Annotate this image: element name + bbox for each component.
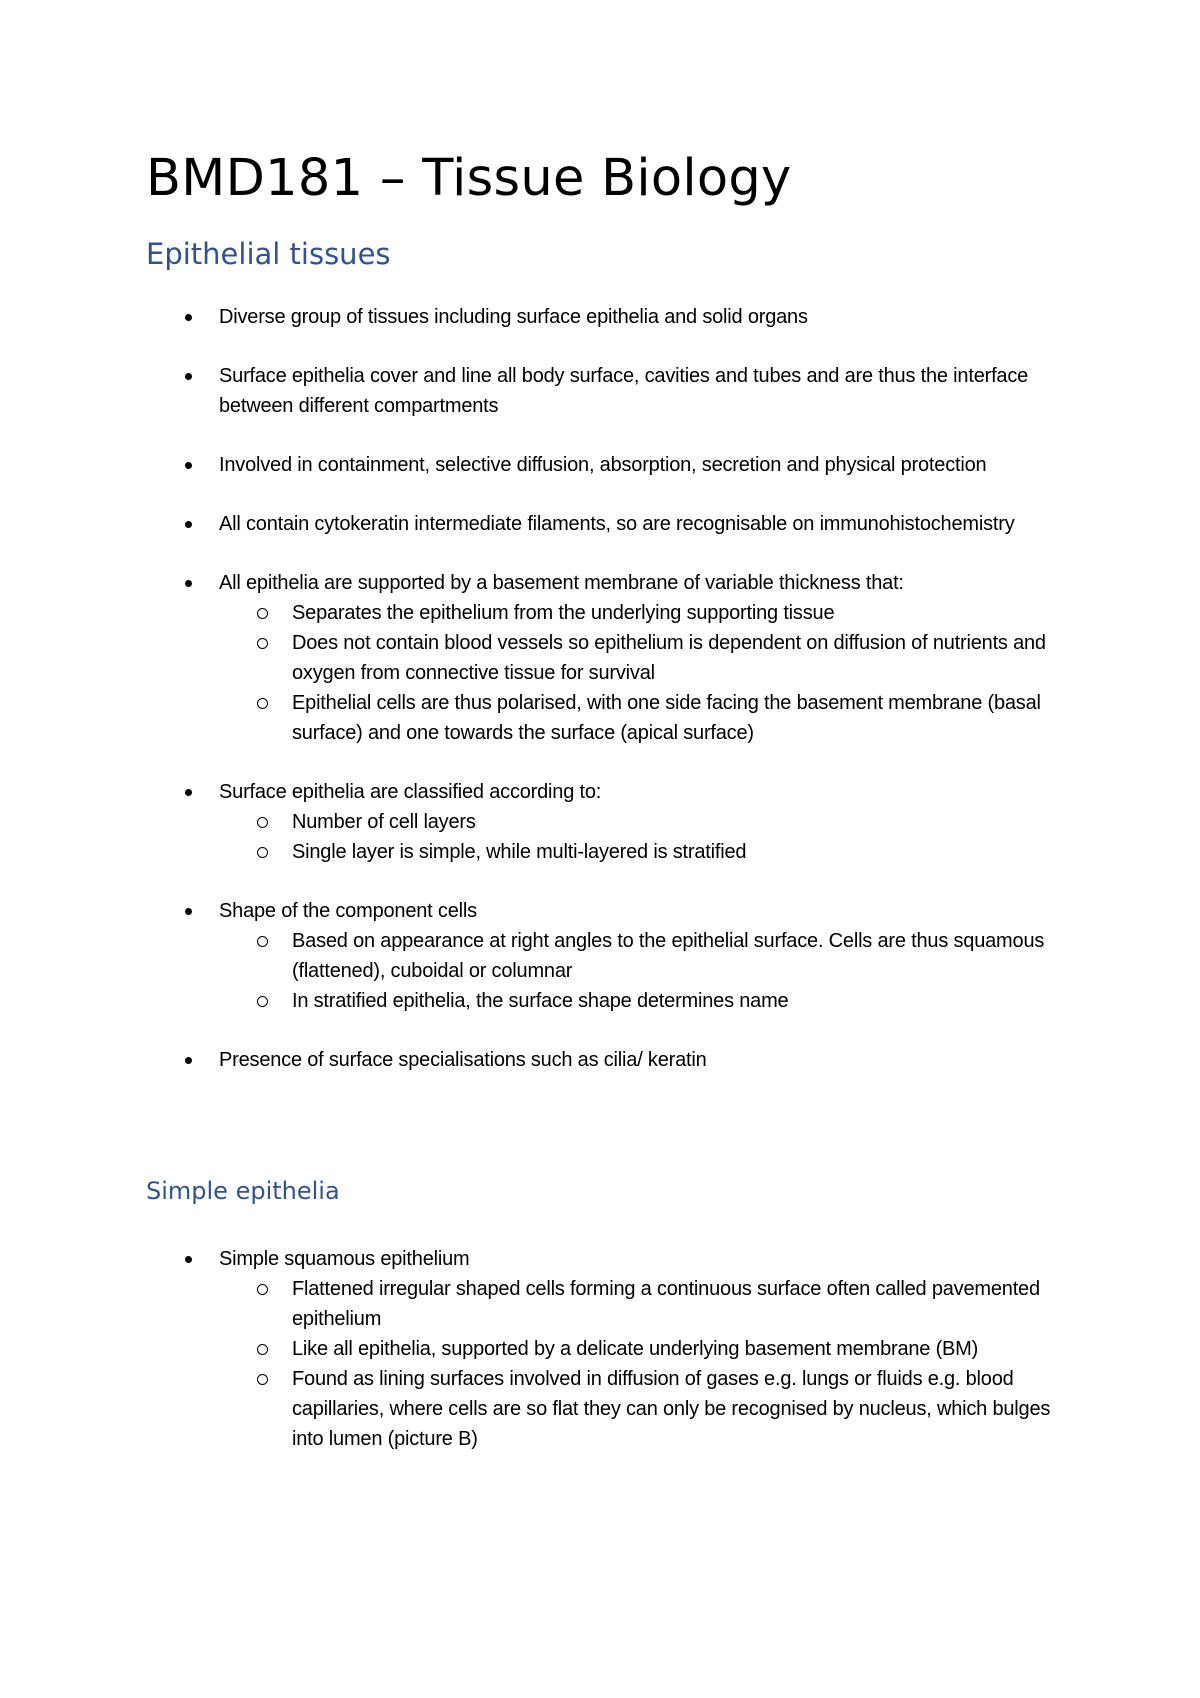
bullet-dot-icon (185, 580, 192, 587)
sub-list (219, 1274, 1059, 1454)
sub-list-item (292, 688, 1059, 748)
list-item-text: Involved in containment, selective diffusion, absorption, secretion and physical protection (219, 454, 987, 476)
sub-list-item-text: In stratified epithelia, the surface shape determines name (292, 990, 789, 1012)
list-item (0, 450, 1059, 480)
sub-list-item-text: Found as lining surfaces involved in diffusion of gases e.g. lungs or fluids e.g. blood capillaries, where cells are so flat they can only be recognised by nucleus, which bulges into lumen (picture B) (292, 1368, 1051, 1450)
hollow-bullet-icon (257, 1284, 268, 1295)
sub-list-item-text: Based on appearance at right angles to the epithelial surface. Cells are thus squamous (flattened), cuboidal or columnar (292, 930, 1045, 982)
sub-list-item-text: Does not contain blood vessels so epithelium is dependent on diffusion of nutrients and oxygen from connective tissue for survival (292, 632, 1046, 684)
hollow-bullet-icon (257, 608, 268, 619)
bullet-dot-icon (185, 1057, 192, 1064)
list-item-text: Presence of surface specialisations such as cilia/ keratin (219, 1049, 707, 1071)
sub-list-item (292, 1364, 1059, 1454)
sub-list-item-text: Flattened irregular shaped cells forming a continuous surface often called pavemented epithelium (292, 1278, 1040, 1330)
sub-list-item (292, 926, 1059, 986)
list-item (0, 1244, 1059, 1454)
list-item-text: Surface epithelia cover and line all body surface, cavities and tubes and are thus the interface between different compartments (219, 365, 1029, 417)
list-item (0, 509, 1059, 539)
list-item (0, 896, 1059, 1016)
sub-list-item (292, 837, 1059, 867)
sub-list-item (292, 598, 1059, 628)
list-item (0, 302, 1059, 332)
bullet-dot-icon (185, 521, 192, 528)
list-item (0, 568, 1059, 748)
section-heading-epithelial-tissues: Epithelial tissues (146, 237, 391, 271)
list-item-text: Surface epithelia are classified according to: (219, 781, 602, 803)
hollow-bullet-icon (257, 817, 268, 828)
sub-list-item-text: Separates the epithelium from the underlying supporting tissue (292, 602, 835, 624)
sub-list-item (292, 986, 1059, 1016)
document-title: BMD181 – Tissue Biology (146, 149, 792, 208)
list-item (0, 361, 1059, 421)
sub-list-item-text: Like all epithelia, supported by a delicate underlying basement membrane (BM) (292, 1338, 979, 1360)
bullet-dot-icon (185, 1256, 192, 1263)
hollow-bullet-icon (257, 638, 268, 649)
bullet-list-simple-epithelia (0, 1244, 1200, 1483)
hollow-bullet-icon (257, 996, 268, 1007)
bullet-dot-icon (185, 314, 192, 321)
hollow-bullet-icon (257, 698, 268, 709)
list-item (0, 1045, 1059, 1075)
sub-list-item-text: Number of cell layers (292, 811, 476, 833)
sub-list-item-text: Single layer is simple, while multi-layered is stratified (292, 841, 747, 863)
hollow-bullet-icon (257, 1344, 268, 1355)
list-item-text: Simple squamous epithelium (219, 1248, 470, 1270)
bullet-dot-icon (185, 462, 192, 469)
sub-list (219, 598, 1059, 748)
list-item-text: Diverse group of tissues including surface epithelia and solid organs (219, 306, 808, 328)
bullet-dot-icon (185, 908, 192, 915)
hollow-bullet-icon (257, 1374, 268, 1385)
sub-list-item (292, 1334, 1059, 1364)
list-item (0, 777, 1059, 867)
bullet-dot-icon (185, 789, 192, 796)
sub-list-item (292, 628, 1059, 688)
sub-list (219, 807, 1059, 867)
bullet-list-epithelial-tissues (0, 302, 1200, 1104)
list-item-text: All contain cytokeratin intermediate filaments, so are recognisable on immunohistochemistry (219, 513, 1015, 535)
bullet-dot-icon (185, 373, 192, 380)
sub-list-item-text: Epithelial cells are thus polarised, with one side facing the basement membrane (basal surface) and one towards the surface (apical surface) (292, 692, 1041, 744)
sub-list (219, 926, 1059, 1016)
list-item-text: Shape of the component cells (219, 900, 477, 922)
sub-list-item (292, 1274, 1059, 1334)
section-heading-simple-epithelia: Simple epithelia (146, 1177, 340, 1205)
hollow-bullet-icon (257, 936, 268, 947)
hollow-bullet-icon (257, 847, 268, 858)
sub-list-item (292, 807, 1059, 837)
list-item-text: All epithelia are supported by a basement membrane of variable thickness that: (219, 572, 904, 594)
